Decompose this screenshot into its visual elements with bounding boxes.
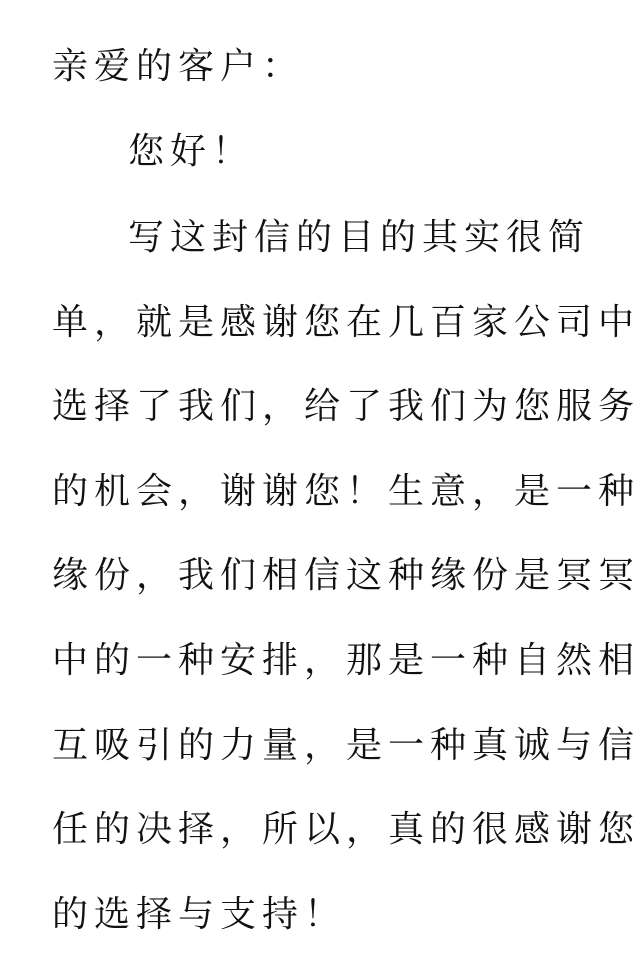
greeting: 您好！ <box>128 131 255 172</box>
body-line: 互吸引的力量，是一种真诚与信 <box>52 725 640 766</box>
body-line: 选择了我们，给了我们为您服务 <box>52 386 640 427</box>
body-line: 的机会，谢谢您！生意，是一种 <box>52 471 640 512</box>
salutation: 亲爱的客户： <box>52 46 305 87</box>
body-line: 中的一种安排，那是一种自然相 <box>52 640 640 681</box>
body-line: 缘份，我们相信这种缘份是冥冥 <box>52 555 640 596</box>
body-line: 的选择与支持！ <box>52 894 347 935</box>
body-line: 任的决择，所以，真的很感谢您 <box>52 809 640 850</box>
body-line: 写这封信的目的其实很简 <box>128 217 591 258</box>
body-line: 单，就是感谢您在几百家公司中 <box>52 302 640 343</box>
